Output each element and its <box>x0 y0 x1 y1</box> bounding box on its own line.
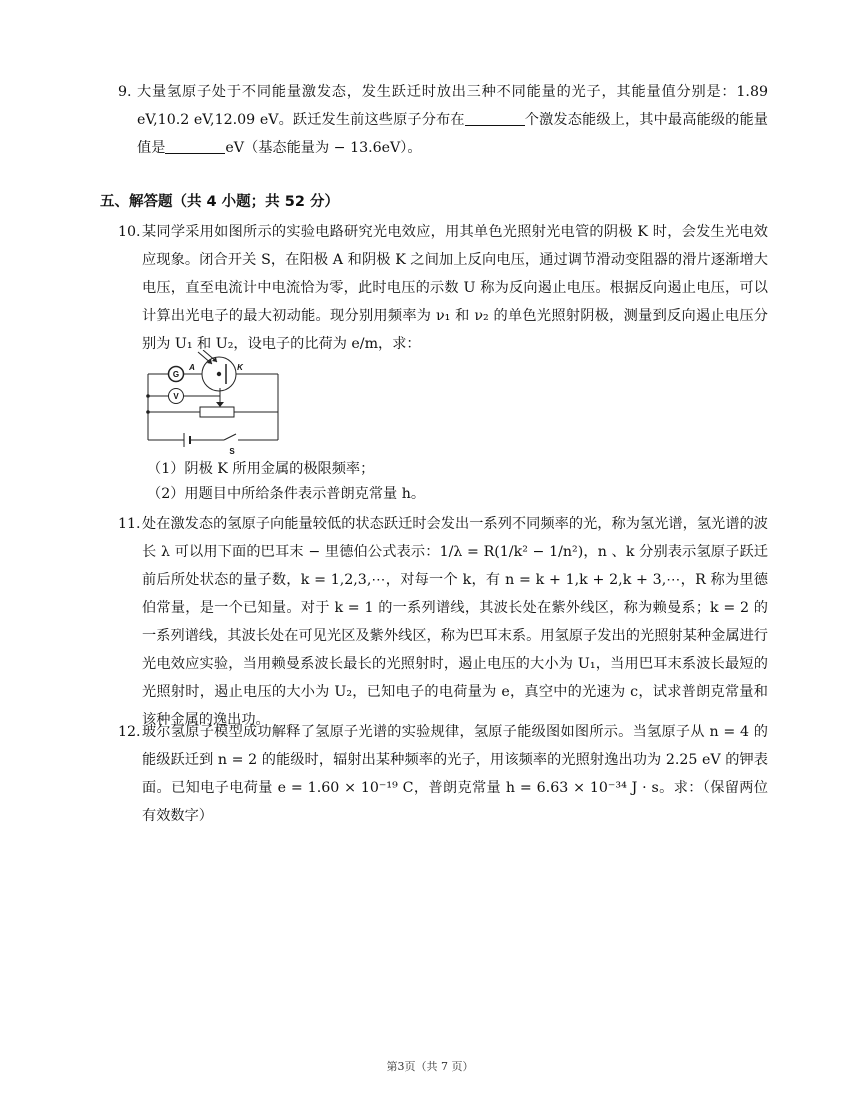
question-text: eV（基态能量为 − 13.6eV）。 <box>225 140 422 156</box>
cathode-label: K <box>237 363 243 372</box>
junction-dot <box>146 394 150 398</box>
question-10 <box>118 218 768 358</box>
question-number: 11. <box>118 516 141 532</box>
anode-label: A <box>189 363 195 372</box>
answer-blank <box>465 109 525 126</box>
question-text: 某同学采用如图所示的实验电路研究光电效应，用其单色光照射光电管的阴极 K 时，会发生光电效应现象。闭合开关 S，在阳极 A 和阴极 K 之间加上反向电压，通过调节滑动变阻器的滑片逐渐增大电压，直至电流计中电流恰为零，此时电压的示数 U 称为反向遏止电压。根据反向遏止电压，可以计算出光电子的最大初动能。现分别用频率为 ν₁ 和 ν₂ 的单色光照射阴极，测量到反向遏止电压分别为 U₁ 和 U₂，设电子的比荷为 e/m，求： <box>142 224 768 352</box>
electrode-dot <box>217 372 221 376</box>
section-title: 五、解答题（共 4 小题；共 52 分） <box>100 194 339 210</box>
question-11 <box>118 510 768 734</box>
answer-blank <box>165 137 225 154</box>
galvanometer-label: G <box>172 370 180 379</box>
voltmeter-label: V <box>173 392 179 401</box>
question-text: 处在激发态的氢原子向能量较低的状态跃迁时会发出一系列不同频率的光，称为氢光谱，氢光谱的波长 λ 可以用下面的巴耳末 − 里德伯公式表示：1/λ = R(1/k² − 1/n²)，n 、k 分别表示氢原子跃迁前后所处状态的量子数，k = 1,2,3,⋯，对每一个 k，有 n = k + 1,k + 2,k + 3,⋯，R 称为里德伯常量，是一个已知量。对于 k = 1 的一系列谱线，其波长处在紫外线区，称为赖曼系；k = 2 的一系列谱线，其波长处在可见光区及紫外线区，称为巴耳末系。用氢原子发出的光照射某种金属进行光电效应实验，当用赖曼系波长最长的光照射时，遏止电压的大小为 U₁，当用巴耳末系波长最短的光照射时，遏止电压的大小为 U₂，已知电子的电荷量为 e，真空中的光速为 c，试求普朗克常量和该种金属的逸出功。 <box>142 516 768 728</box>
question-text: 大量氢原子处于不同能量激发态，发生跃迁时放出三种不同能量的光子，其能量值分别是：1.89 eV,10.2 eV,12.09 eV。跃迁发生前这些原子分布在 <box>137 84 768 128</box>
sub-question-1: （1）阴极 K 所用金属的极限频率； <box>147 461 375 477</box>
question-body <box>137 78 768 162</box>
sub-question-2: （2）用题目中所给条件表示普朗克常量 h。 <box>147 486 426 502</box>
question-number: 12. <box>118 724 141 740</box>
question-text: 个激发态能级上，其中最高能级的能量值是 <box>137 112 768 156</box>
switch-label: S <box>229 447 235 456</box>
question-12 <box>118 718 768 830</box>
question-number: 10. <box>118 224 141 240</box>
question-text: 玻尔氢原子模型成功解释了氢原子光谱的实验规律，氢原子能级图如图所示。当氢原子从 n = 4 的能级跃迁到 n = 2 的能级时，辐射出某种频率的光子，用该频率的光照射逸出功为 2.25 eV 的钾表面。已知电子电荷量 e = 1.60 × 10⁻¹⁹ C，普朗克常量 h = 6.63 × 10⁻³⁴ J · s。求：（保留两位有效数字） <box>142 724 768 824</box>
slider-arrow-icon <box>216 402 224 407</box>
question-number: 9. <box>118 84 132 100</box>
question-9 <box>118 78 768 162</box>
circuit-diagram <box>140 350 290 460</box>
junction-dot <box>146 410 150 414</box>
page-footer: 第3页（共 7 页） <box>386 1060 474 1073</box>
